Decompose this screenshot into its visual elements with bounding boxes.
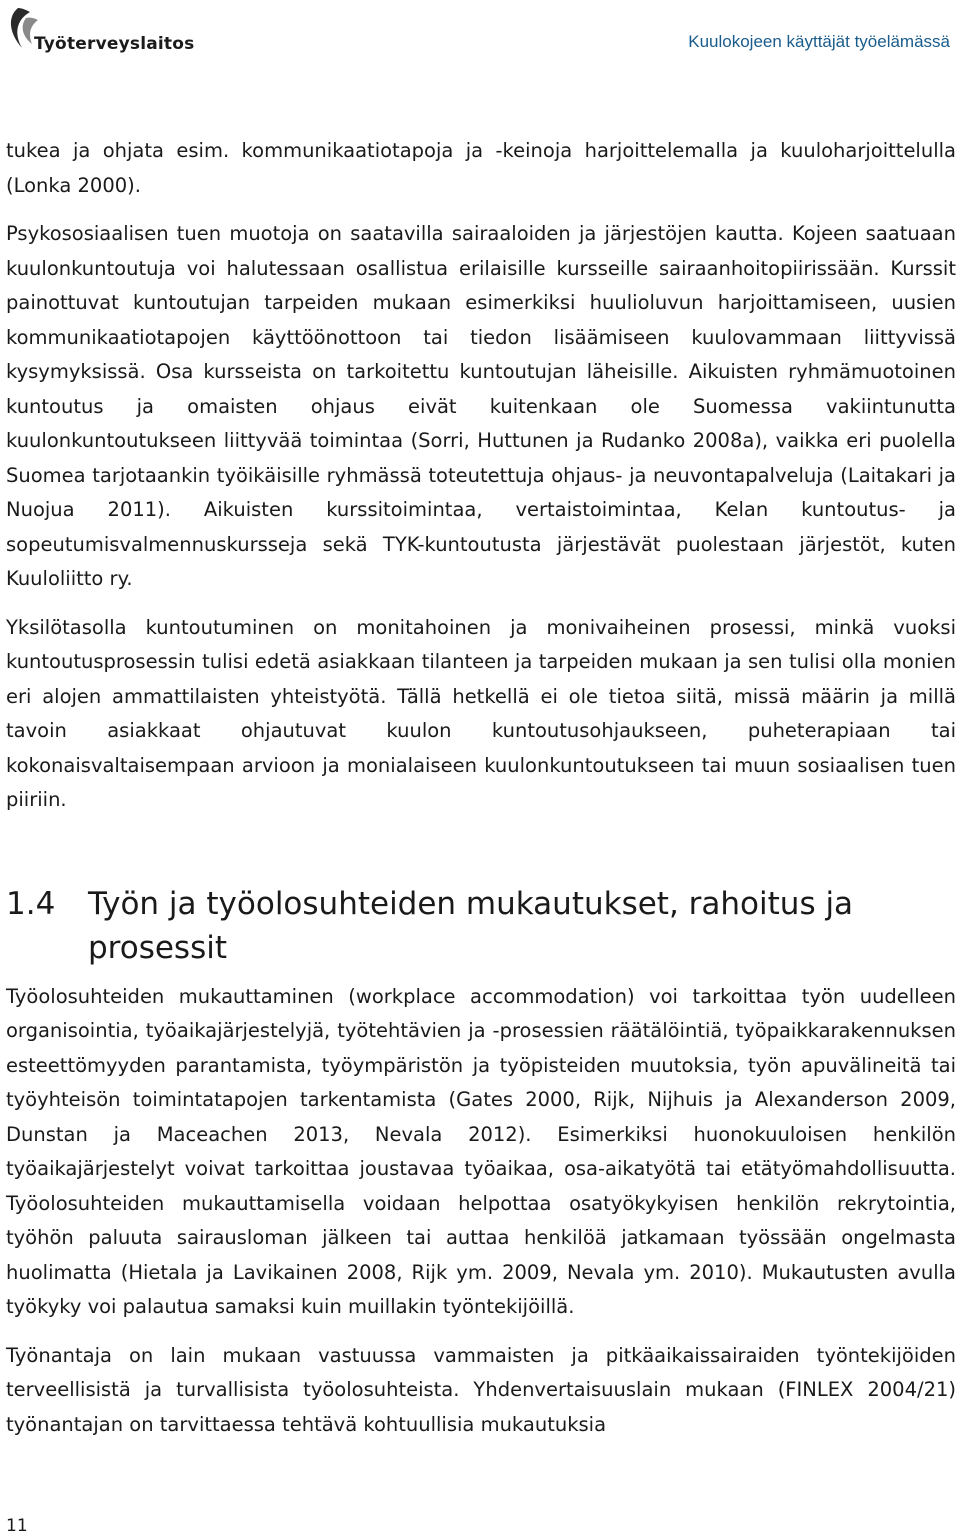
paragraph: Yksilötasolla kuntoutuminen on monitahoinen ja monivaiheinen prosessi, minkä vuoksi kuntoutusprosessin tulisi edetä asiakkaan tilanteen ja tarpeiden mukaan ja sen tulisi olla monien eri alojen ammattilaisten yhteistyötä. Tällä hetkellä ei ole tietoa siitä, missä määrin ja millä tavoin asiakkaat ohjautuvat kuulon kuntoutusohjaukseen, puheterapiaan tai kokonaisvaltaisempaan arvioon ja monialaiseen kuulonkuntoutukseen tai muun sosiaalisen tuen piiriin.: [6, 615, 956, 811]
page-number: 11: [6, 1516, 28, 1536]
paragraph: Psykososiaalisen tuen muotoja on saatavilla sairaaloiden ja järjestöjen kautta. Kojeen saatuaan kuulonkuntoutuja voi halutessaan osallistua erilaisille kursseille sairaanhoitopiirissään. Kurssit painottuvat kuntoutujan tarpeiden mukaan esimerkiksi huulioluvun harjoittamiseen, uusien kommunikaatiotapojen käyttöönottoon tai tiedon lisäämiseen kuulovammaan liittyvissä kysymyksissä. Osa kursseista on tarkoitettu kuntoutujan läheisille. Aikuisten ryhmämuotoinen kuntoutus ja omaisten ohjaus eivät kuitenkaan ole Suomessa vakiintunutta kuulonkuntoutukseen liittyvää toimintaa (Sorri, Huttunen ja Rudanko 2008a), vaikka eri puolella Suomea tarjotaankin työikäisille ryhmässä toteutettuja ohjaus- ja neuvontapalveluja (Laitakari ja Nuojua 2011). Aikuisten kurssitoimintaa, vertaistoimintaa, Kelan kuntoutus- ja sopeutumisvalmennuskursseja sekä TYK-kuntoutusta järjestävät puolestaan järjestöt, kuten Kuuloliitto ry.: [6, 222, 956, 590]
logo-text: Työterveyslaitos: [34, 34, 195, 54]
document-body: [6, 134, 956, 1442]
paragraph: tukea ja ohjata esim. kommunikaatiotapoja ja -keinoja harjoittelemalla ja kuuloharjoittelulla (Lonka 2000).: [6, 139, 956, 197]
section-title: Työn ja työolosuhteiden mukautukset, rahoitus ja prosessit: [88, 885, 854, 966]
section-number: 1.4: [6, 885, 56, 922]
organization-logo: [4, 4, 195, 64]
running-title: Kuulokojeen käyttäjät työelämässä: [688, 32, 950, 51]
page-header: [0, 0, 960, 72]
paragraph: Työnantaja on lain mukaan vastuussa vammaisten ja pitkäaikaissairaiden työntekijöiden terveellisistä ja turvallisista työolosuhteista. Yhdenvertaisuuslain mukaan (FINLEX 2004/21) työnantajan on tarvittaessa tehtävä kohtuullisia mukautuksia: [6, 1343, 956, 1436]
paragraph: Työolosuhteiden mukauttaminen (workplace accommodation) voi tarkoittaa työn uudelleen organisointia, työaikajärjestelyjä, työtehtävien ja -prosessien räätälöintiä, työpaikkarakennuksen esteettömyyden parantamista, työympäristön ja työpisteiden muutoksia, työn apuvälineitä tai työyhteisön toimintatapojen tarkentamista (Gates 2000, Rijk, Nijhuis ja Alexanderson 2009, Dunstan ja Maceachen 2013, Nevala 2012). Esimerkiksi huonokuuloisen henkilön työaikajärjestelyt voivat tarkoittaa joustavaa työaikaa, osa-aikatyötä tai etätyömahdollisuutta. Työolosuhteiden mukauttamisella voidaan helpottaa osatyökykyisen henkilön rekrytointia, työhön paluuta sairausloman jälkeen tai auttaa henkilöä jatkamaan työssään ongelmasta huolimatta (Hietala ja Lavikainen 2008, Rijk ym. 2009, Nevala ym. 2010). Mukautusten avulla työkyky voi palautua samaksi kuin muillakin työntekijöillä.: [6, 984, 956, 1318]
section-heading: [6, 882, 956, 970]
